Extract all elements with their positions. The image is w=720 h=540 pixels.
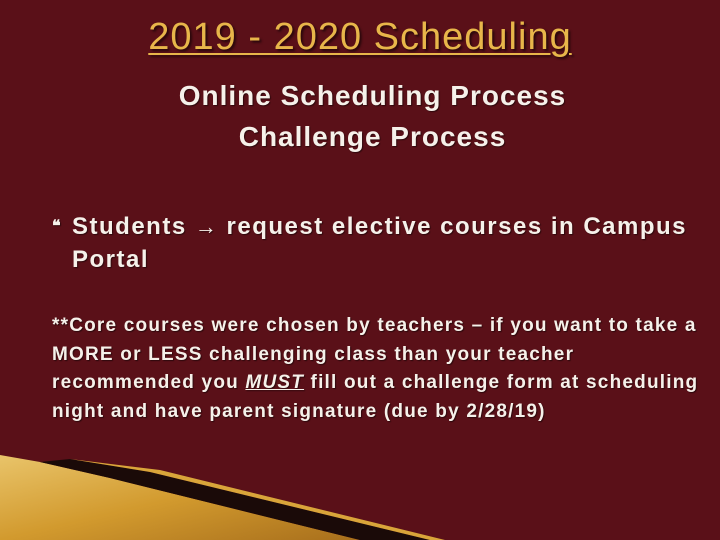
bullet-text-part2: request elective courses in Campus Portal: [72, 213, 688, 273]
bullet-text-part1: Students: [72, 213, 195, 240]
subtitle-online-scheduling: Online Scheduling Process: [178, 80, 567, 111]
bullet-text: [72, 210, 697, 276]
core-courses-note: [52, 312, 702, 426]
subtitle-challenge-process: Challenge Process: [238, 121, 507, 152]
note-text-before: **Core courses were chosen by teachers – if you want to take a MORE or LESS challenging class than your teacher recommended you: [52, 315, 697, 394]
gold-stripe: [70, 459, 445, 540]
dark-swoosh: [40, 459, 430, 540]
note-must-emphasis: MUST: [245, 372, 305, 394]
right-arrow-icon: →: [194, 214, 219, 239]
bullet-square-icon: ❝: [52, 218, 63, 235]
note-text-after: fill out a challenge form at scheduling night and have parent signature (due by 2/28/19): [52, 372, 699, 422]
gold-swoosh: [0, 455, 360, 540]
slide-title: 2019 - 2020 Scheduling: [148, 16, 572, 58]
